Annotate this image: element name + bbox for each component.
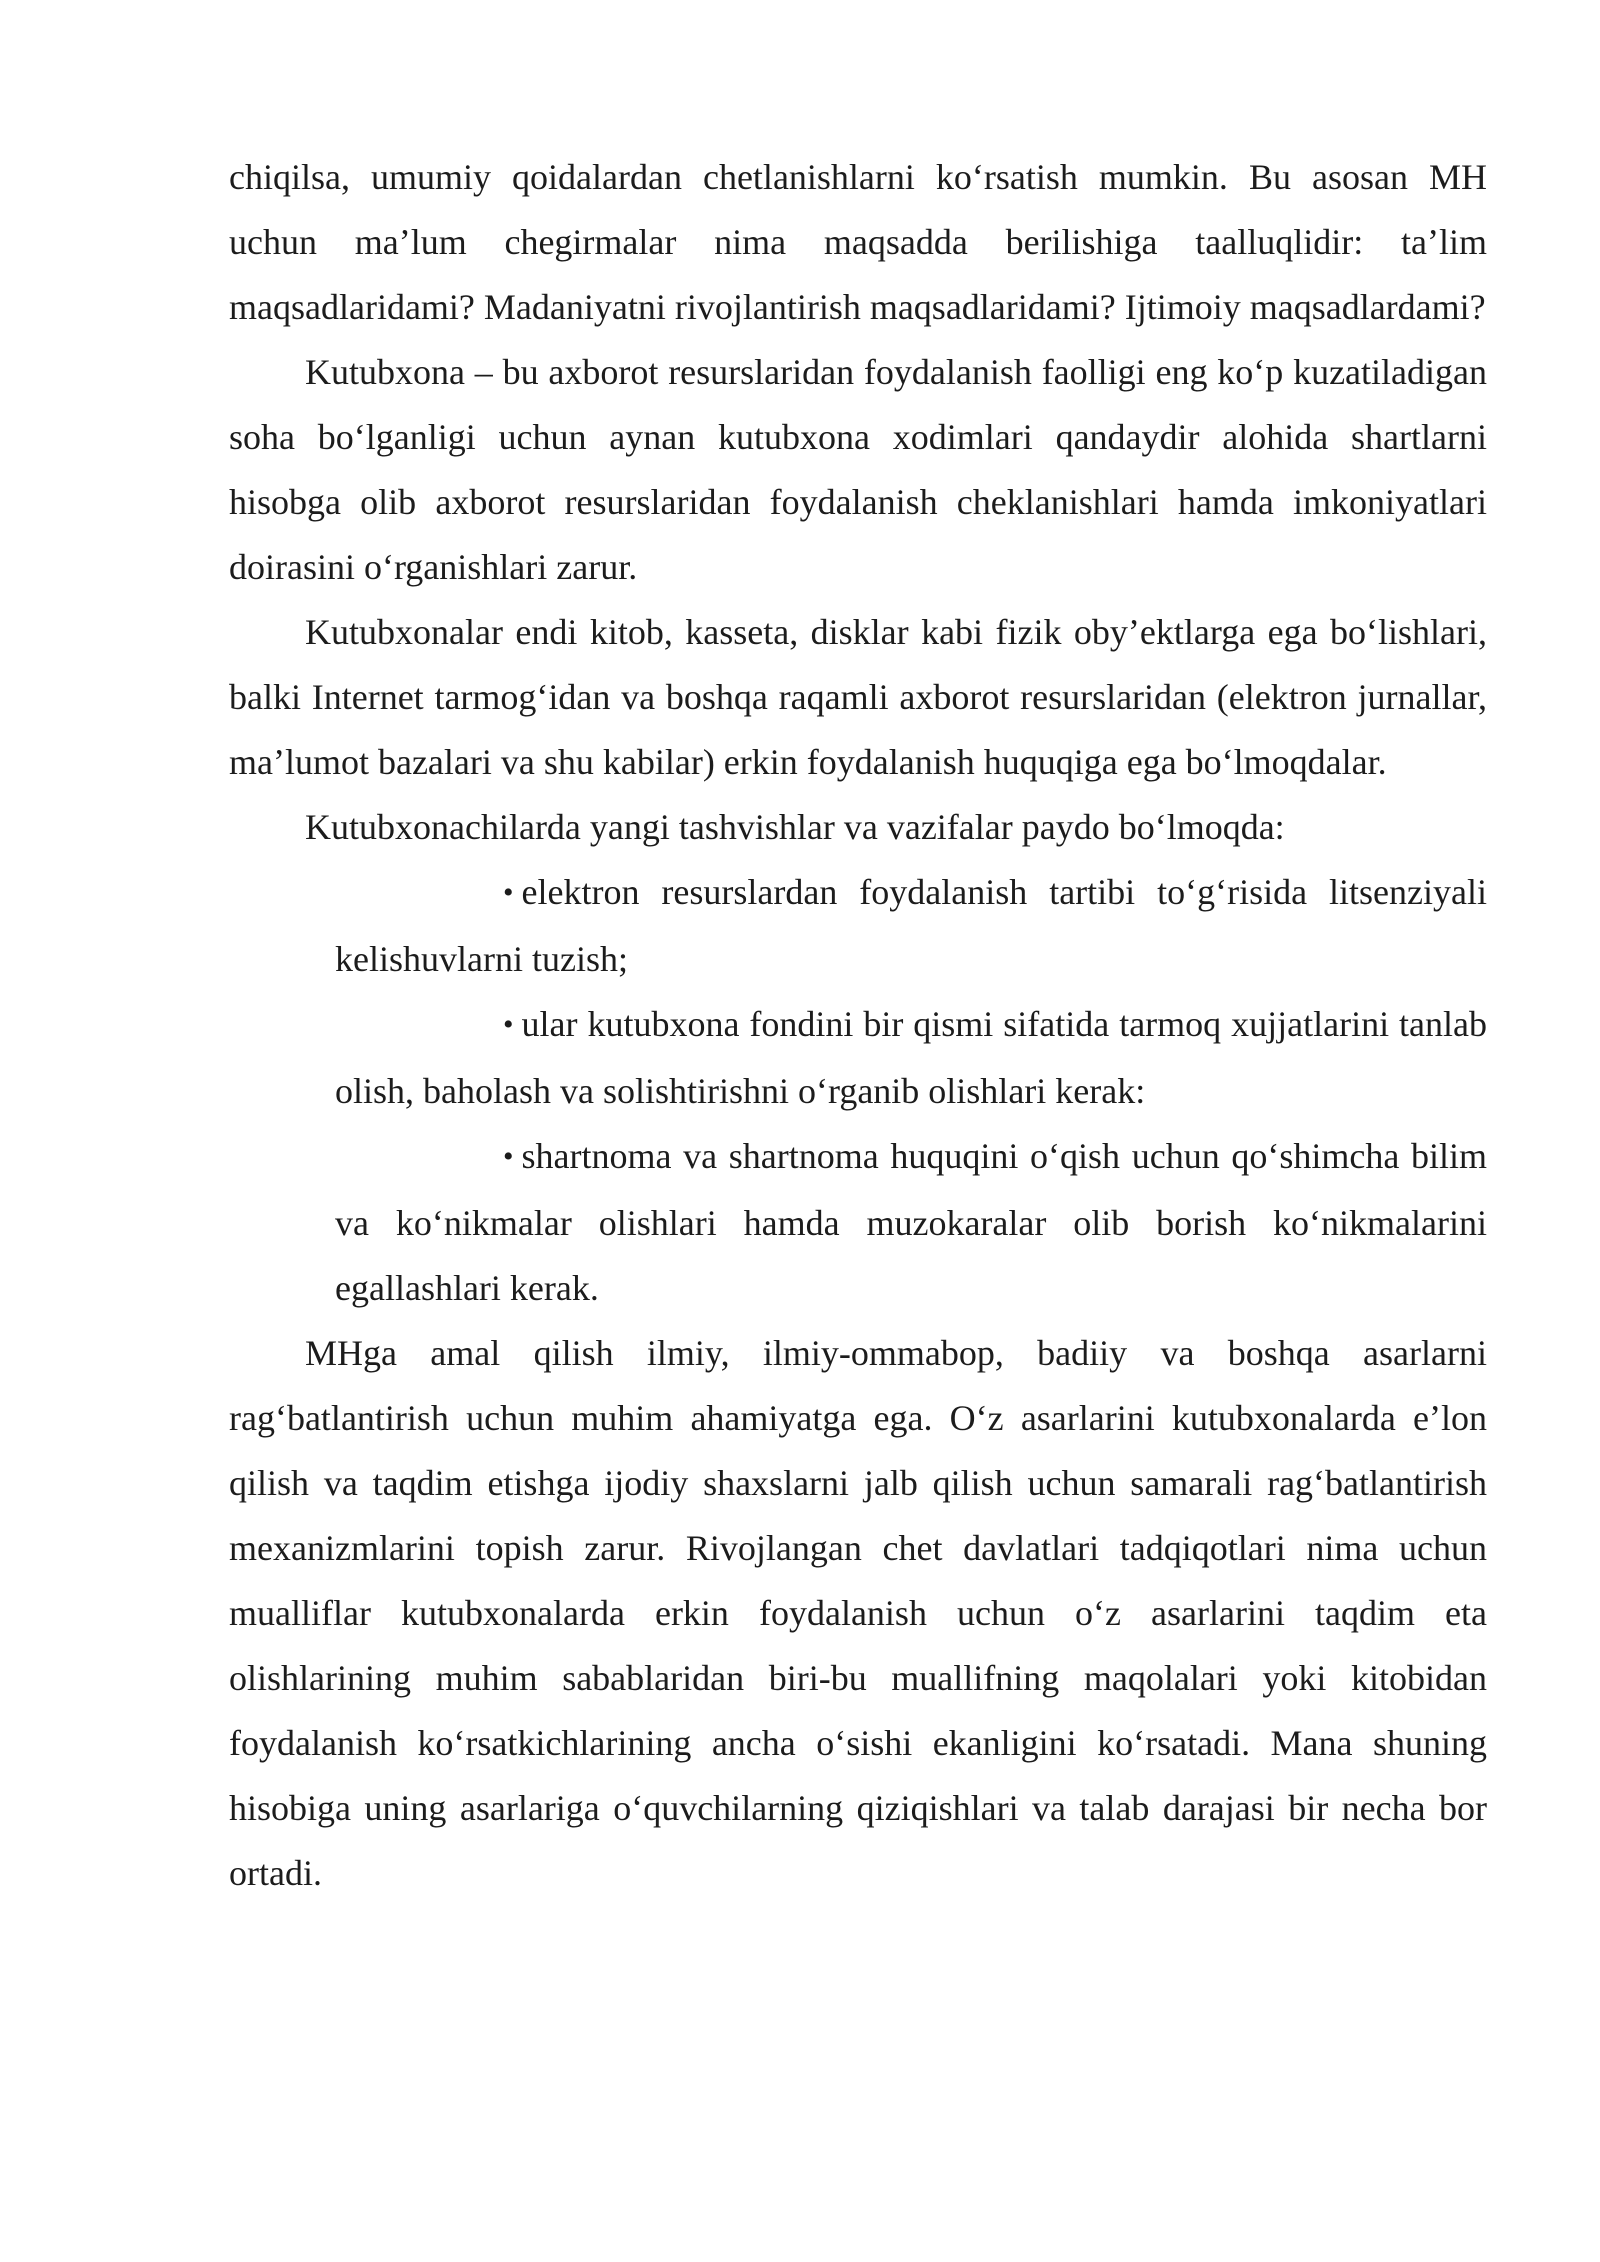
bullet-icon: • — [503, 1140, 514, 1173]
paragraph-incentives: MHga amal qilish ilmiy, ilmiy-ommabop, badiiy va boshqa asarlarni ragʻbatlantirish uchun muhim ahamiyatga ega. Oʻz asarlarini kutubxonalarda eʼlon qilish va taqdim etishga ijodiy shaxslarni jalb qilish uchun samarali ragʻbatlantirish mexanizmlarini topish zarur. Rivojlangan chet davlatlari tadqiqotlari nima uchun mualliflar kutubxonalarda erkin foydalanish uchun oʻz asarlarini taqdim eta olishlarining muhim sabablaridan biri-bu muallifning maqolalari yoki kitobidan foydalanish koʻrsatkichlarining ancha oʻsishi ekanligini koʻrsatadi. Mana shuning hisobiga uning asarlariga oʻquvchilarning qiziqishlari va talab darajasi bir necha bor ortadi. — [229, 1333, 1487, 1893]
bullet-icon: • — [503, 876, 514, 909]
bullet-item-licensing — [335, 860, 1487, 992]
paragraph-continuation: chiqilsa, umumiy qoidalardan chetlanishlarni koʻrsatish mumkin. Bu asosan MH uchun maʼlum chegirmalar nima maqsadda berilishiga taalluqlidir: taʼlim maqsadlaridami? Madaniyatni rivojlantirish maqsadlaridami? Ijtimoiy maqsadlardami? — [229, 157, 1487, 327]
bullet-text: shartnoma va shartnoma huquqini oʻqish uchun qoʻshimcha bilim va koʻnikmalar olishlari hamda muzokaralar olib borish koʻnikmalarini egallashlari kerak. — [335, 1136, 1487, 1308]
paragraph-library-role: Kutubxona – bu axborot resurslaridan foydalanish faolligi eng koʻp kuzatiladigan soha boʻlganligi uchun aynan kutubxona xodimlari qandaydir alohida shartlarni hisobga olib axborot resurslaridan foydalanish cheklanishlari hamda imkoniyatlari doirasini oʻrganishlari zarur. — [229, 352, 1487, 587]
paragraph-librarian-tasks: Kutubxonachilarda yangi tashvishlar va vazifalar paydo boʻlmoqda: — [305, 807, 1285, 847]
bullet-text: elektron resurslardan foydalanish tartibi toʻgʻrisida litsenziyali kelishuvlarni tuzish; — [335, 872, 1487, 979]
bullet-text: ular kutubxona fondini bir qismi sifatida tarmoq xujjatlarini tanlab olish, baholash va solishtirishni oʻrganib olishlari kerak: — [335, 1004, 1487, 1111]
paragraph-library-resources: Kutubxonalar endi kitob, kasseta, disklar kabi fizik obyʼektlarga ega boʻlishlari, balki Internet tarmogʻidan va boshqa raqamli axborot resurslaridan (elektron jurnallar, maʼlumot bazalari va shu kabilar) erkin foydalanish huquqiga ega boʻlmoqdalar. — [229, 612, 1487, 782]
bullet-item-selection — [335, 992, 1487, 1124]
document-body — [229, 145, 1487, 1906]
bullet-icon: • — [503, 1008, 514, 1041]
bullet-item-contracts — [335, 1124, 1487, 1321]
